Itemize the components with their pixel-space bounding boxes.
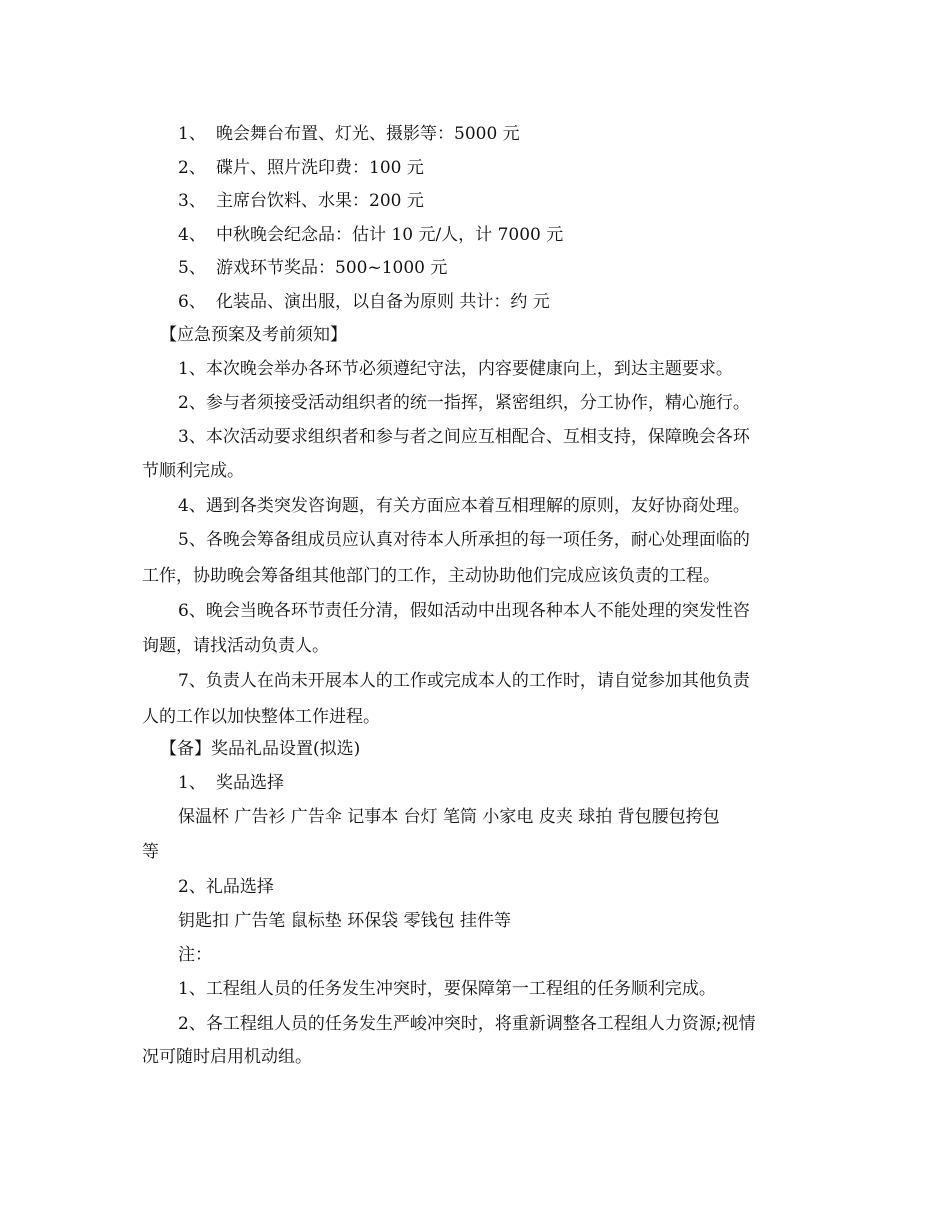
rule-7-line-2: 人的工作以加快整体工作进程。 xyxy=(142,707,380,727)
rule-5-line-2: 工作，协助晚会筹备组其他部门的工作，主动协助他们完成应该负责的工程。 xyxy=(142,566,720,586)
note-label: 注： xyxy=(178,945,212,965)
rule-6-line-2: 询题，请找活动负责人。 xyxy=(142,636,329,656)
budget-item-6 xyxy=(178,291,550,313)
rule-2: 2、参与者须接受活动组织者的统一指挥，紧密组织，分工协作，精心施行。 xyxy=(178,393,750,413)
gift-items: 钥匙扣 广告笔 鼠标垫 环保袋 零钱包 挂件等 xyxy=(178,911,512,931)
prize-heading: 【备】奖品礼品设置(拟选) xyxy=(160,739,361,759)
list-number: 1、 xyxy=(178,124,206,144)
budget-item-3 xyxy=(178,190,424,212)
rule-3-line-1: 3、本次活动要求组织者和参与者之间应互相配合、互相支持，保障晚会各环 xyxy=(178,427,750,447)
list-text: 游戏环节奖品：500~1000 元 xyxy=(216,258,448,278)
budget-item-5 xyxy=(178,257,447,279)
rule-5-line-1: 5、各晚会筹备组成员应认真对待本人所承担的每一项任务，耐心处理面临的 xyxy=(178,530,750,550)
note-2-line-2: 况可随时启用机动组。 xyxy=(142,1047,312,1067)
list-number: 1、 xyxy=(178,773,206,793)
gift-select-item: 2、礼品选择 xyxy=(178,877,274,897)
budget-item-4 xyxy=(178,224,563,246)
list-text: 奖品选择 xyxy=(216,773,284,793)
note-1: 1、工程组人员的任务发生冲突时，要保障第一工程组的任务顺利完成。 xyxy=(178,979,716,999)
list-text: 化装品、演出服，以自备为原则 共计：约 元 xyxy=(216,292,550,312)
list-text: 碟片、照片洗印费：100 元 xyxy=(216,158,424,178)
rule-7-line-1: 7、负责人在尚未开展本人的工作或完成本人的工作时，请自觉参加其他负责 xyxy=(178,671,750,691)
list-number: 4、 xyxy=(178,225,206,245)
rule-4: 4、遇到各类突发咨询题，有关方面应本着互相理解的原则，友好协商处理。 xyxy=(178,496,750,516)
list-text: 主席台饮料、水果：200 元 xyxy=(216,191,424,211)
list-number: 2、 xyxy=(178,158,206,178)
budget-item-1 xyxy=(178,123,520,145)
list-text: 晚会舞台布置、灯光、摄影等：5000 元 xyxy=(216,124,520,144)
rule-3-line-2: 节顺利完成。 xyxy=(142,461,244,481)
list-number: 6、 xyxy=(178,292,206,312)
budget-item-2 xyxy=(178,157,424,179)
emergency-heading: 【应急预案及考前须知】 xyxy=(160,325,347,345)
list-number: 5、 xyxy=(178,258,206,278)
list-number: 3、 xyxy=(178,191,206,211)
rule-1: 1、本次晚会举办各环节必须遵纪守法，内容要健康向上，到达主题要求。 xyxy=(178,359,733,379)
rule-6-line-1: 6、晚会当晚各环节责任分清，假如活动中出现各种本人不能处理的突发性咨 xyxy=(178,601,750,621)
prize-select-item xyxy=(178,772,284,794)
prize-items-line-2: 等 xyxy=(142,842,159,862)
list-text: 中秋晚会纪念品：估计 10 元/人，计 7000 元 xyxy=(216,225,564,245)
note-2-line-1: 2、各工程组人员的任务发生严峻冲突时，将重新调整各工程组人力资源;视情 xyxy=(178,1014,756,1034)
prize-items-line-1: 保温杯 广告衫 广告伞 记事本 台灯 笔筒 小家电 皮夹 球拍 背包腰包挎包 xyxy=(178,807,720,827)
